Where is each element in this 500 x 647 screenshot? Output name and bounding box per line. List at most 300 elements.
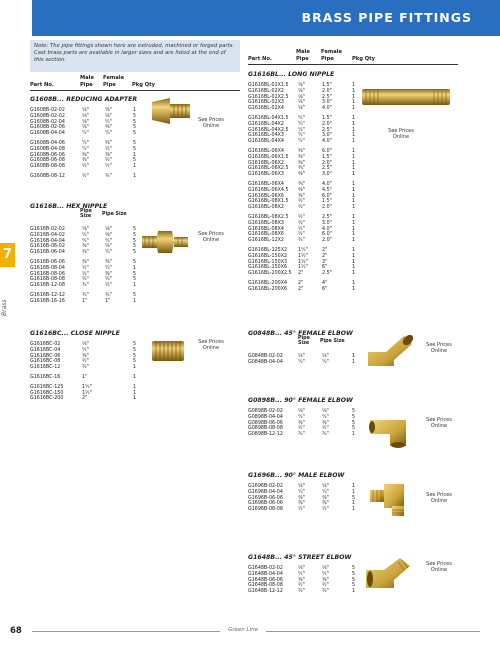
- cell-female: 2.5": [322, 166, 332, 172]
- cell-male: ⅜": [298, 172, 305, 178]
- cell-part-no: G1616B-06-06: [30, 259, 65, 265]
- cell-male: ⅛": [82, 108, 89, 113]
- cell-male: ⅛": [82, 125, 89, 131]
- note-box: Note: The pipe fittings shown here are extruded, machined or forged parts. Cast brass parts are available in larger sizes and are listed at the end of this section.: [30, 40, 240, 72]
- cell-male: ¾": [298, 589, 305, 595]
- cell-qty: 1: [352, 259, 356, 265]
- cell-male: ¼": [82, 140, 89, 146]
- cell-part-no: G0898B-04-04: [248, 414, 283, 420]
- cell-part-no: G1616BL-08X3: [248, 220, 284, 226]
- cell-female: ¾": [322, 589, 329, 595]
- section-title: G1608B... REDUCING ADAPTER: [30, 96, 138, 103]
- cell-part-no: G1616B-08-04: [30, 265, 65, 271]
- left-column-header: [30, 75, 240, 89]
- cell-qty: 1: [352, 148, 356, 154]
- cell-female: ¼": [322, 489, 329, 495]
- cell-female: 2.0": [322, 238, 332, 244]
- cell-part-no: G1608B-08-08: [30, 164, 65, 170]
- cell-part-no: G1616B-04-02: [30, 232, 65, 238]
- cell-part-no: G1616BC-200: [30, 396, 64, 402]
- cell-female: ¼": [105, 238, 112, 244]
- cell-qty: 1: [352, 166, 356, 172]
- cell-male: ⅜": [298, 495, 305, 501]
- cell-male: ½": [82, 265, 89, 271]
- cell-part-no: G1616B-12-12: [30, 292, 65, 298]
- cell-female: ⅛": [322, 354, 329, 359]
- cell-female: 1: [133, 396, 137, 402]
- cell-qty: 5: [352, 426, 356, 432]
- close-nipple-image: [148, 338, 188, 364]
- cell-female: ¼": [322, 359, 329, 365]
- cell-qty: 1: [352, 94, 356, 100]
- cell-female: 1: [133, 390, 137, 396]
- table-row: [30, 375, 160, 381]
- cell-male: ⅜": [298, 577, 305, 583]
- cell-part-no: G1648B-04-04: [248, 571, 283, 577]
- cell-male: ⅛": [82, 342, 89, 347]
- cell-male: 1": [82, 298, 88, 304]
- cell-qty: 1: [352, 286, 356, 292]
- cell-part-no: G1616BL-150X6: [248, 265, 288, 271]
- cell-male: ¼": [82, 131, 89, 137]
- close-nipple-table: [30, 342, 160, 402]
- cell-male: ¾": [298, 432, 305, 438]
- cell-male: ¾": [82, 365, 89, 371]
- cell-part-no: G1616BC-125: [30, 384, 64, 390]
- cell-part-no: G1616BL-150X2: [248, 253, 288, 259]
- cell-male: ½": [82, 173, 89, 179]
- cell-part-no: G1648B-06-06: [248, 577, 283, 583]
- cell-male: ¼": [82, 146, 89, 152]
- cell-qty: 1: [352, 214, 356, 220]
- cell-male: ⅜": [298, 166, 305, 172]
- cell-part-no: G1616BL-04X3: [248, 133, 284, 139]
- cell-part-no: G1616BL-06X2.5: [248, 166, 289, 172]
- cell-male: 2": [298, 280, 304, 286]
- see-prices-online[interactable]: See Prices Online: [426, 492, 452, 504]
- table-row: [30, 365, 160, 371]
- cell-female: 2.5": [322, 214, 332, 220]
- see-prices-online[interactable]: See Prices Online: [198, 231, 224, 243]
- cell-female: 3": [322, 259, 328, 265]
- right-header-rule: [248, 64, 458, 65]
- cell-female: ¼": [105, 131, 112, 137]
- cell-part-no: G1616BL-04X2.5: [248, 127, 289, 133]
- cell-female: 5: [133, 359, 137, 365]
- hex-nipple-image: [140, 228, 190, 256]
- table-row: [248, 172, 378, 178]
- cell-female: 4.5": [322, 187, 332, 193]
- cell-part-no: G1616BL-06X4: [248, 148, 284, 154]
- col-pipe-size-2: Pipe Size: [320, 339, 345, 344]
- cell-qty: 5: [352, 409, 356, 414]
- cell-female: ⅛": [105, 244, 112, 250]
- cell-male: ½": [298, 226, 305, 232]
- cell-female: 3.0": [322, 220, 332, 226]
- cell-female: ⅜": [322, 420, 329, 426]
- cell-female: ½": [322, 583, 329, 589]
- cell-qty: 5: [133, 259, 137, 265]
- cell-part-no: G0898B-02-02: [248, 409, 283, 414]
- cell-qty: 1: [352, 172, 356, 178]
- table-row: [30, 396, 160, 402]
- cell-male: ¾": [82, 292, 89, 298]
- cell-male: ¼": [298, 127, 305, 133]
- cell-qty: 5: [133, 238, 137, 244]
- cell-part-no: G1608B-04-06: [30, 140, 65, 146]
- cell-male: ¼": [82, 238, 89, 244]
- cell-qty: 5: [133, 227, 137, 232]
- cell-male: 2": [298, 286, 304, 292]
- cell-part-no: G1616BL-150X3: [248, 259, 288, 265]
- cell-part-no: G1616BL-06X6: [248, 193, 284, 199]
- section-tab[interactable]: 7: [0, 243, 15, 267]
- cell-female: 1: [133, 384, 137, 390]
- long-nipple-image: [360, 86, 452, 108]
- cell-female: ⅜": [105, 152, 112, 158]
- cell-part-no: G1616BL-06X3: [248, 172, 284, 178]
- cell-male: 1½": [298, 253, 308, 259]
- cell-female: ⅜": [105, 259, 112, 265]
- cell-part-no: G1608B-06-06: [30, 152, 65, 158]
- cell-male: ½": [82, 164, 89, 170]
- cell-qty: 1: [352, 154, 356, 160]
- 90-male-elbow-table: [248, 484, 378, 513]
- cell-male: ½": [298, 199, 305, 205]
- cell-qty: 5: [133, 146, 137, 152]
- cell-male: ¼": [298, 139, 305, 145]
- cell-male: 1": [82, 374, 88, 380]
- cell-part-no: G1616B-08-06: [30, 271, 65, 277]
- cell-male: ¼": [298, 414, 305, 420]
- cell-male: ½": [82, 271, 89, 277]
- cell-part-no: G1616BL-08X4: [248, 226, 284, 232]
- cell-male: ¼": [298, 121, 305, 127]
- cell-part-no: G1616BL-200X6: [248, 286, 288, 292]
- section-title: G0898B... 90° FEMALE ELBOW: [248, 397, 353, 404]
- cell-part-no: G0848B-02-02: [248, 354, 283, 359]
- cell-part-no: G1616B-06-04: [30, 250, 65, 256]
- cell-qty: 5: [133, 232, 137, 238]
- see-prices-online[interactable]: See Prices Online: [198, 339, 224, 351]
- cell-female: 2.0": [322, 160, 332, 166]
- cell-part-no: G0898B-06-06: [248, 420, 283, 426]
- page-footer: [0, 618, 500, 647]
- cell-qty: 5: [133, 271, 137, 277]
- cell-part-no: G1608B-06-08: [30, 158, 65, 164]
- cell-female: ½": [322, 507, 329, 513]
- page-number: 68: [10, 626, 22, 636]
- cell-male: 1¼": [82, 384, 92, 390]
- cell-qty: 1: [352, 133, 356, 139]
- cell-qty: 1: [352, 83, 356, 88]
- cell-qty: 1: [133, 173, 137, 179]
- cell-qty: 1: [352, 115, 356, 121]
- cell-part-no: G1616BL-200X2.5: [248, 271, 292, 277]
- cell-part-no: G1616B-04-04: [30, 238, 65, 244]
- 90-female-elbow-table: [248, 409, 378, 438]
- cell-female: ½": [105, 283, 112, 289]
- cell-female: 2.0": [322, 121, 332, 127]
- cell-part-no: G1616BL-06X4.5: [248, 187, 289, 193]
- section-long-nipple: [248, 71, 458, 331]
- cell-part-no: G1616BL-02X1.5: [248, 83, 289, 88]
- cell-female: ⅜": [322, 577, 329, 583]
- cell-part-no: G1696B-08-08: [248, 507, 283, 513]
- cell-part-no: G1648B-02-02: [248, 566, 283, 571]
- cell-male: ⅛": [298, 94, 305, 100]
- cell-female: ½": [105, 158, 112, 164]
- table-row: [248, 432, 378, 438]
- cell-qty: 5: [352, 420, 356, 426]
- cell-male: ¼": [298, 571, 305, 577]
- cell-qty: 1: [352, 187, 356, 193]
- cell-male: ½": [82, 359, 89, 365]
- cell-part-no: G1616BL-06X1.5: [248, 154, 289, 160]
- cell-qty: 1: [352, 489, 356, 495]
- cell-male: ¾": [82, 283, 89, 289]
- cell-male: ⅛": [298, 409, 305, 414]
- cell-male: ⅜": [82, 158, 89, 164]
- cell-part-no: G1608B-02-04: [30, 119, 65, 125]
- section-title: G1616BL... LONG NIPPLE: [248, 71, 335, 78]
- cell-part-no: G1616BC-16: [30, 374, 61, 380]
- cell-qty: 1: [352, 232, 356, 238]
- cell-female: ¼": [105, 265, 112, 271]
- cell-female: 6.0": [322, 148, 332, 154]
- cell-male: ⅜": [82, 353, 89, 359]
- cell-qty: 1: [352, 100, 356, 106]
- cell-qty: 1: [352, 507, 356, 513]
- cell-qty: 1: [352, 253, 356, 259]
- cell-male: 2": [298, 271, 304, 277]
- cell-qty: 5: [352, 495, 356, 501]
- cell-female: ⅜": [105, 271, 112, 277]
- col-male-pipe: Male Pipe: [80, 75, 94, 88]
- cell-part-no: G1608B-02-06: [30, 125, 65, 131]
- cell-female: 2": [322, 247, 328, 253]
- cell-qty: 1: [133, 265, 137, 271]
- cell-female: ⅛": [105, 108, 112, 113]
- cell-qty: 1: [133, 298, 137, 304]
- table-row: [30, 131, 160, 137]
- col-pkg-qty: Pkg Qty: [132, 82, 156, 88]
- cell-part-no: G1696B-06-06: [248, 495, 283, 501]
- cell-male: ¼": [298, 115, 305, 121]
- cell-female: 1.5": [322, 199, 332, 205]
- cell-qty: 1: [352, 226, 356, 232]
- cell-female: 2.5": [322, 271, 332, 277]
- cell-male: ½": [298, 583, 305, 589]
- cell-qty: 5: [133, 113, 137, 119]
- cell-part-no: G1608B-04-04: [30, 131, 65, 137]
- section-reducing-adapter: [30, 96, 240, 196]
- cell-qty: 5: [133, 292, 137, 298]
- cell-female: 3.0": [322, 172, 332, 178]
- cell-female: 6": [322, 265, 328, 271]
- cell-part-no: G1616BL-02X2: [248, 88, 284, 94]
- cell-part-no: G1616BL-02X3: [248, 100, 284, 106]
- cell-female: 3.0": [322, 133, 332, 139]
- col-pipe-size: Pipe Size: [298, 336, 310, 346]
- cell-part-no: G1616B-08-08: [30, 277, 65, 283]
- cell-qty: 5: [352, 414, 356, 420]
- cell-male: ½": [298, 220, 305, 226]
- cell-female: ⅜": [322, 501, 329, 507]
- table-row: [30, 299, 160, 305]
- table-row: [248, 106, 378, 112]
- cell-female: ⅜": [105, 140, 112, 146]
- cell-qty: 1: [352, 432, 356, 438]
- table-row: [248, 507, 378, 513]
- cell-part-no: G0898B-12-12: [248, 432, 283, 438]
- cell-qty: 1: [352, 359, 356, 365]
- cell-part-no: G1616BL-06X2: [248, 160, 284, 166]
- cell-part-no: G1616BL-200X4: [248, 280, 288, 286]
- 90-male-elbow-image: [368, 480, 414, 518]
- cell-qty: 5: [352, 583, 356, 589]
- cell-male: ⅛": [82, 113, 89, 119]
- section-hex-nipple: [30, 203, 240, 323]
- table-row: [248, 205, 378, 211]
- cell-male: ½": [298, 232, 305, 238]
- cell-female: 3.0": [322, 100, 332, 106]
- cell-female: ⅛": [322, 566, 329, 571]
- cell-part-no: G1648B-12-12: [248, 589, 283, 595]
- cell-part-no: G1616BC-12: [30, 365, 61, 371]
- cell-female: ⅛": [105, 227, 112, 232]
- table-row: [248, 271, 378, 277]
- cell-qty: 5: [352, 566, 356, 571]
- cell-part-no: G1616B-02-02: [30, 227, 65, 232]
- cell-male: ½": [82, 277, 89, 283]
- cell-male: ½": [298, 426, 305, 432]
- long-nipple-table: [248, 83, 378, 293]
- table-row: [248, 238, 378, 244]
- cell-female: 2.5": [322, 94, 332, 100]
- see-prices-online[interactable]: See Prices Online: [426, 417, 452, 429]
- cell-part-no: G0848B-04-04: [248, 359, 283, 365]
- cell-part-no: G1616BL-12X2: [248, 238, 284, 244]
- cell-male: ⅛": [298, 83, 305, 88]
- cell-female: 4.0": [322, 106, 332, 112]
- cell-male: ¼": [298, 133, 305, 139]
- cell-male: ⅛": [298, 484, 305, 489]
- 90-female-elbow-image: [366, 414, 412, 450]
- cell-part-no: G1696B-04-04: [248, 489, 283, 495]
- table-row: [30, 283, 160, 289]
- cell-part-no: G1616BL-04X1.5: [248, 115, 289, 121]
- cell-qty: 1: [352, 121, 356, 127]
- cell-female: ½": [105, 277, 112, 283]
- cell-female: 2.5": [322, 127, 332, 133]
- section-title: G0848B... 45° FEMALE ELBOW: [248, 330, 353, 337]
- cell-male: ⅛": [298, 106, 305, 112]
- cell-qty: 1: [352, 160, 356, 166]
- cell-female: ⅛": [105, 232, 112, 238]
- see-prices-online[interactable]: See Prices Online: [426, 561, 452, 573]
- cell-male: ⅛": [298, 100, 305, 106]
- cell-part-no: G1608B-02-02: [30, 108, 65, 113]
- cell-part-no: G1616BC-150: [30, 390, 64, 396]
- section-tab-label: Brass: [1, 299, 8, 316]
- cell-male: ½": [298, 205, 305, 211]
- cell-male: ⅜": [298, 501, 305, 507]
- section-title: G1616BC... CLOSE NIPPLE: [30, 330, 120, 337]
- cell-part-no: G1616BL-04X4: [248, 139, 284, 145]
- cell-part-no: G1616B-12-08: [30, 283, 65, 289]
- cell-female: ¾": [322, 432, 329, 438]
- cell-qty: 1: [352, 199, 356, 205]
- cell-female: ¾": [105, 292, 112, 298]
- cell-qty: 1: [133, 152, 137, 158]
- cell-female: 1: [133, 365, 137, 371]
- cell-qty: 1: [352, 354, 356, 359]
- cell-part-no: G1616BL-08X2.5: [248, 214, 289, 220]
- cell-part-no: G1616BL-02X2.5: [248, 94, 289, 100]
- cell-male: ⅜": [298, 148, 305, 154]
- cell-part-no: G1616BC-06: [30, 353, 61, 359]
- cell-female: 5: [133, 347, 137, 353]
- footer-brand: Green Line: [220, 627, 266, 633]
- cell-male: ⅜": [298, 160, 305, 166]
- cell-male: ⅜": [298, 187, 305, 193]
- cell-female: ⅛": [322, 484, 329, 489]
- cell-female: 2.0": [322, 88, 332, 94]
- cell-qty: 1: [352, 280, 356, 286]
- table-row: [248, 360, 378, 366]
- col-male-pipe: Male Pipe: [296, 49, 310, 62]
- cell-qty: 1: [352, 220, 356, 226]
- cell-part-no: G1616BL-06X4: [248, 181, 284, 187]
- cell-part-no: G1608B-08-12: [30, 173, 65, 179]
- cell-female: 6": [322, 286, 328, 292]
- cell-qty: 5: [352, 571, 356, 577]
- col-pkg-qty: Pkg Qty: [352, 56, 376, 62]
- col-part-no: Part No.: [248, 56, 272, 62]
- cell-qty: 5: [133, 250, 137, 256]
- cell-qty: 1: [352, 106, 356, 112]
- see-prices-online[interactable]: See Prices Online: [426, 342, 452, 354]
- cell-male: ¼": [82, 347, 89, 353]
- cell-part-no: G1696B-02-02: [248, 484, 283, 489]
- cell-male: ⅜": [82, 152, 89, 158]
- cell-male: ⅜": [298, 420, 305, 426]
- cell-female: ½": [105, 146, 112, 152]
- cell-qty: 1: [352, 205, 356, 211]
- see-prices-online[interactable]: See Prices Online: [388, 128, 414, 140]
- table-row: [248, 139, 378, 145]
- cell-male: 1½": [298, 265, 308, 271]
- cell-female: 5: [133, 342, 137, 347]
- cell-part-no: G1616BC-04: [30, 347, 61, 353]
- cell-qty: 5: [133, 131, 137, 137]
- see-prices-online[interactable]: See Prices Online: [198, 117, 224, 129]
- cell-female: 1.5": [322, 115, 332, 121]
- col-pipe-size: Pipe Size: [80, 209, 92, 219]
- cell-male: 2": [82, 396, 88, 402]
- cell-qty: 1: [352, 501, 356, 507]
- cell-part-no: G1616BC-08: [30, 359, 61, 365]
- cell-part-no: G0898B-08-08: [248, 426, 283, 432]
- cell-female: 1: [133, 374, 137, 380]
- col-part-no: Part No.: [30, 82, 54, 88]
- cell-female: 6.0": [322, 232, 332, 238]
- cell-female: ¾": [105, 173, 112, 179]
- cell-female: 6.0": [322, 193, 332, 199]
- cell-qty: 5: [133, 140, 137, 146]
- cell-qty: 1: [352, 271, 356, 277]
